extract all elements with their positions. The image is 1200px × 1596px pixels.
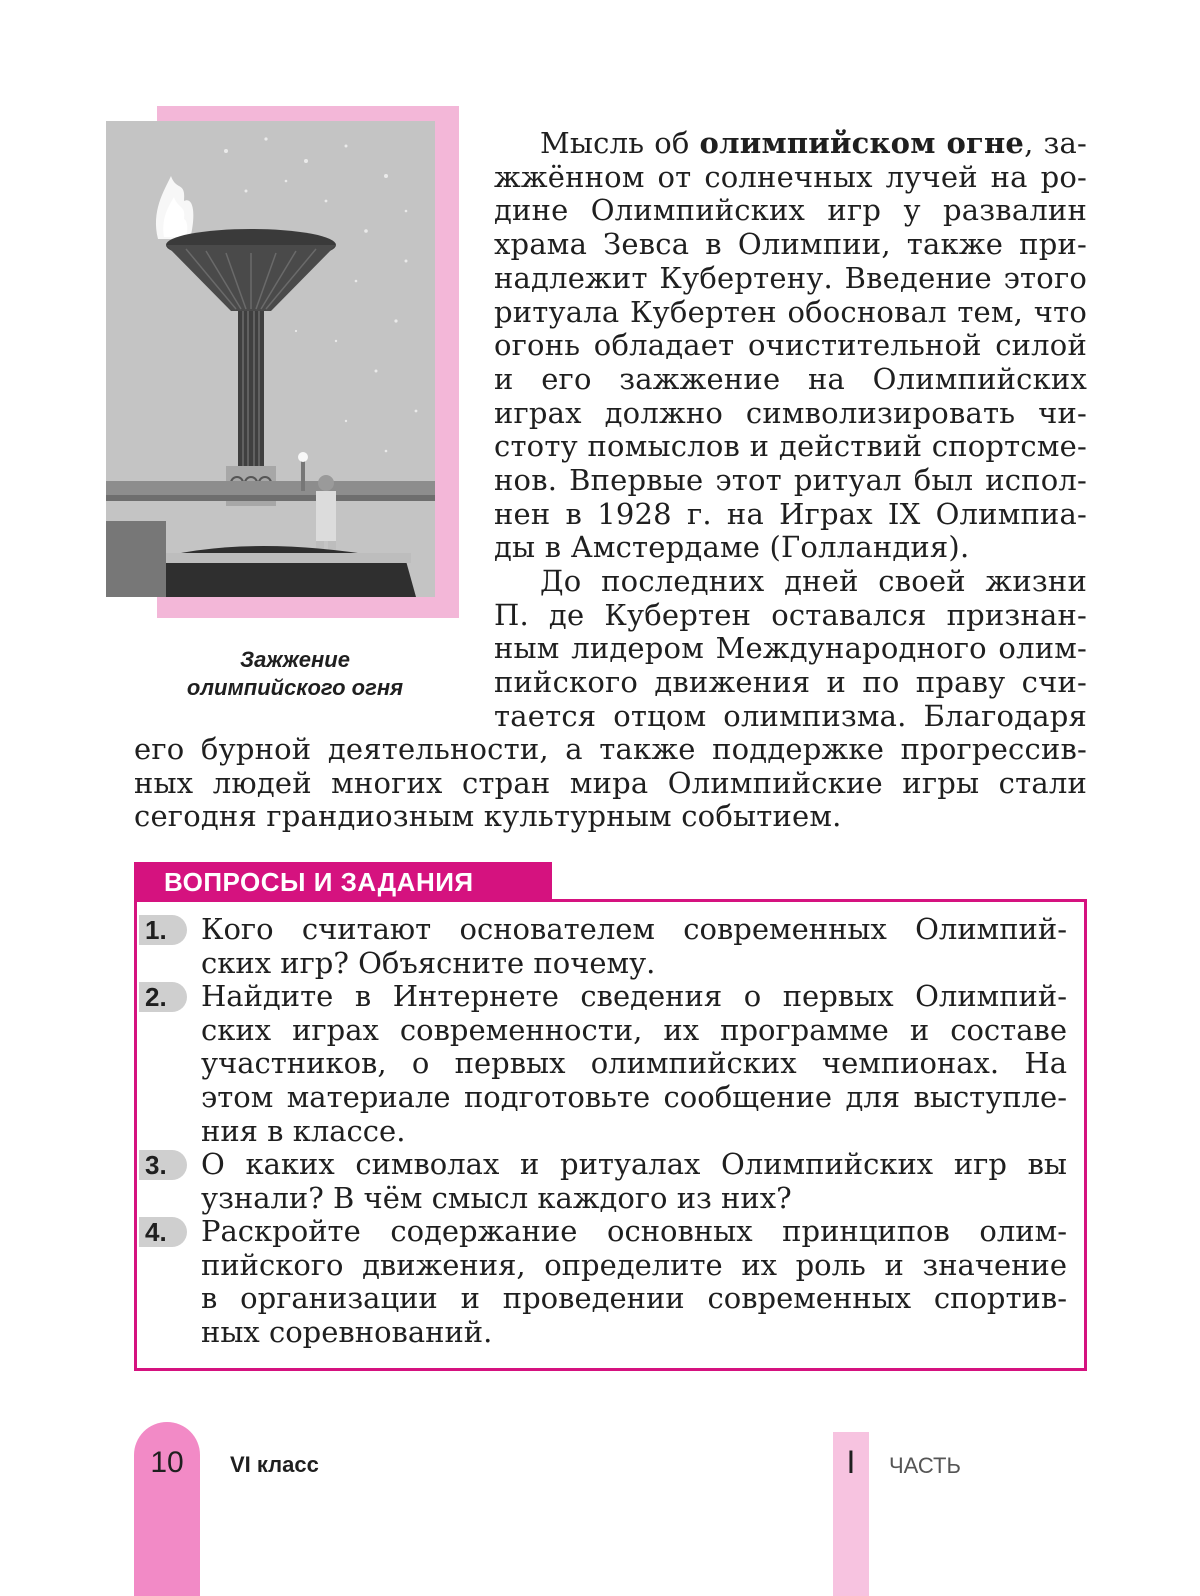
page-number: 10 xyxy=(150,1446,184,1479)
text-fragment: , за- xyxy=(1024,126,1087,160)
text-line: ды в Амстердаме (Голландия). xyxy=(494,530,970,565)
text-line: нов. Впервые этот ритуал был испол- xyxy=(494,463,1087,498)
part-roman-numeral: I xyxy=(846,1444,856,1480)
text-line: стоту помыслов и действий спортсме- xyxy=(494,429,1087,464)
caption-line: олимпийского огня xyxy=(186,675,404,700)
text-line: О каких символах и ритуалах Олимпийских игр вы xyxy=(201,1147,1067,1181)
text-line: в организации и проведении современных спортив- xyxy=(201,1281,1067,1316)
question-text xyxy=(201,913,1067,980)
text-line: нен в 1928 г. на Играх IX Олимпиа- xyxy=(494,496,1087,531)
text-line: храма Зевса в Олимпии, также при- xyxy=(494,227,1087,262)
text-line: надлежит Кубертену. Введение этого xyxy=(494,260,1087,295)
text-line: узнали? В чём смысл каждого из них? xyxy=(201,1180,792,1215)
text-line: и его зажжение на Олимпийских xyxy=(494,361,1087,396)
question-text xyxy=(201,1148,1067,1215)
figure-caption xyxy=(150,646,440,702)
text-line: П. де Кубертен оставался признан- xyxy=(494,597,1087,632)
text-line: жжённом от солнечных лучей на ро- xyxy=(494,159,1087,194)
text-line: его бурной деятельности, а также поддержке прогрессив- xyxy=(134,732,1087,766)
grade-label: VI класс xyxy=(230,1452,319,1477)
text-line: ния в классе. xyxy=(201,1113,406,1148)
questions-header: ВОПРОСЫ И ЗАДАНИЯ xyxy=(134,862,552,902)
text-line xyxy=(494,127,1087,161)
text-line: Кого считают основателем современных Олимпий- xyxy=(201,912,1067,946)
text-line: играх должно символизировать чи- xyxy=(494,395,1087,430)
text-line: тается отцом олимпизма. Благодаря xyxy=(494,698,1087,733)
text-line: сегодня грандиозным культурным событием. xyxy=(134,799,842,834)
question-text xyxy=(201,1215,1067,1350)
question-number: 4. xyxy=(139,1217,187,1247)
paragraph-1 xyxy=(494,127,1087,565)
text-line: ных соревнований. xyxy=(201,1315,493,1350)
text-line: До последних дней своей жизни xyxy=(540,564,1087,598)
text-line: ных людей многих стран мира Олимпийские игры стали xyxy=(134,765,1087,800)
text-fragment: Мысль об xyxy=(540,126,700,160)
question-number: 3. xyxy=(139,1150,187,1180)
part-label: ЧАСТЬ xyxy=(889,1453,961,1478)
paragraph-2-wide xyxy=(134,733,1087,834)
text-line: пийского движения и по праву счи- xyxy=(494,665,1087,700)
text-line: дине Олимпийских игр у развалин xyxy=(494,193,1087,228)
text-line: огонь обладает очистительной силой xyxy=(494,328,1087,363)
text-line: ным лидером Международного олим- xyxy=(494,631,1087,666)
olympic-cauldron-photo xyxy=(106,121,435,597)
question-text xyxy=(201,980,1067,1149)
term-bold: олимпийском огне xyxy=(699,126,1025,160)
text-line: Найдите в Интернете сведения о первых Олимпий- xyxy=(201,979,1067,1013)
text-line: участников, о первых олимпийских чемпионах. На xyxy=(201,1046,1067,1081)
text-line: ритуала Кубертен обосновал тем, что xyxy=(494,294,1087,329)
question-number: 1. xyxy=(139,915,187,945)
text-line: этом материале подготовьте сообщение для выступле- xyxy=(201,1080,1067,1115)
text-line: Раскройте содержание основных принципов олим- xyxy=(201,1214,1067,1248)
text-line: пийского движения, определите их роль и значение xyxy=(201,1247,1067,1282)
question-number: 2. xyxy=(139,982,187,1012)
text-line: ских игр? Объясните почему. xyxy=(201,945,656,980)
caption-line: Зажжение xyxy=(240,647,350,672)
text-line: ских играх современности, их программе и составе xyxy=(201,1012,1067,1047)
paragraph-2-narrow xyxy=(494,565,1087,734)
